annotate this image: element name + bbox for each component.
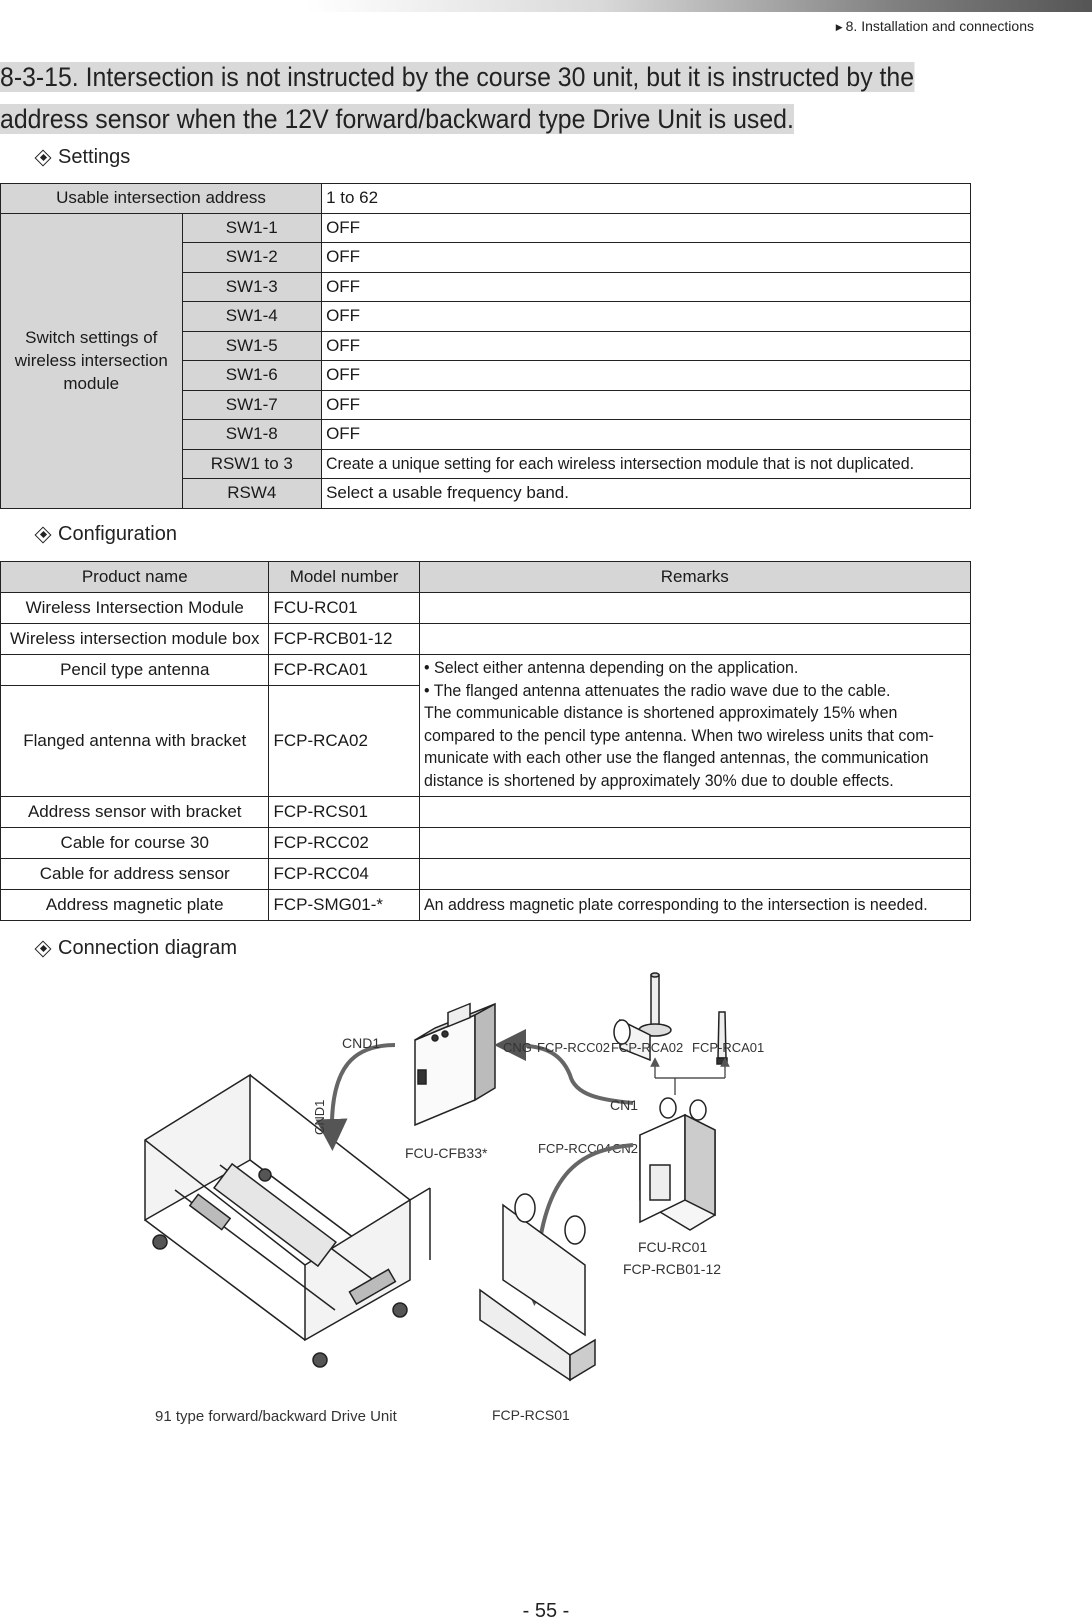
switch-name: RSW4 [182, 479, 322, 509]
diamond-bullet-icon [36, 151, 50, 165]
fcu-rc01-module-illustration [640, 1098, 715, 1230]
model-number: FCP-RCB01-12 [269, 624, 419, 655]
pencil-antenna-illustration [717, 1012, 727, 1064]
table-row [1, 593, 971, 624]
table-header-row [1, 562, 971, 593]
cn1-label: CN1 [610, 1097, 639, 1113]
page-title-text: 8-3-15. Intersection is not instructed by the course 30 unit, but it is instructed by the address sensor when the 12V forward/backward type Drive Unit is used. [0, 62, 915, 134]
header-model-number: Model number [269, 562, 419, 593]
model-number: FCP-SMG01-* [269, 890, 419, 921]
switch-value: OFF [322, 272, 971, 302]
switch-value: OFF [322, 420, 971, 450]
switch-name: RSW1 to 3 [182, 449, 322, 479]
model-number: FCU-RC01 [269, 593, 419, 624]
product-name: Wireless intersection module box [1, 624, 269, 655]
fcp-rcc04-label: FCP-RCC04 [538, 1141, 611, 1156]
switch-name: SW1-1 [182, 213, 322, 243]
connection-diagram-label: Connection diagram [58, 937, 237, 959]
switch-value: OFF [322, 361, 971, 391]
configuration-label: Configuration [58, 523, 177, 545]
antenna-remarks [419, 655, 970, 797]
switch-value [322, 449, 971, 479]
switch-name: SW1-4 [182, 302, 322, 332]
table-row [1, 797, 971, 828]
breadcrumb-text: 8. Installation and connections [845, 18, 1034, 34]
remark-line: compared to the pencil type antenna. When two wireless units that com- [423, 725, 934, 745]
remark-line: municate with each other use the flanged antennas, the communication [423, 748, 929, 767]
fcp-rca01-label: FCP-RCA01 [692, 1040, 765, 1055]
fcu-rc01-label: FCU-RC01 [638, 1239, 708, 1255]
breadcrumb [836, 18, 1034, 34]
remarks [419, 828, 970, 859]
remarks [419, 797, 970, 828]
fcp-rcc02-label: FCP-RCC02 [537, 1040, 610, 1055]
fcp-rca02-label: FCP-RCA02 [611, 1040, 684, 1055]
switch-name: SW1-2 [182, 243, 322, 273]
connection-diagram-section-title [36, 937, 237, 960]
remarks [419, 624, 970, 655]
switch-name: SW1-7 [182, 390, 322, 420]
remarks-text: An address magnetic plate corresponding to the intersection is needed. [423, 895, 928, 914]
cn2-label: CN2 [612, 1141, 639, 1156]
switch-name: SW1-3 [182, 272, 322, 302]
settings-label: Settings [58, 146, 131, 168]
switch-value: OFF [322, 390, 971, 420]
configuration-table [0, 561, 971, 921]
cng-label: CNG [503, 1040, 532, 1055]
model-number: FCP-RCA02 [269, 686, 419, 797]
switch-value: OFF [322, 243, 971, 273]
table-row [1, 859, 971, 890]
fcu-cfb33-controller-illustration [415, 1004, 495, 1125]
remark-line: The communicable distance is shortened approximately 15% when [423, 703, 898, 722]
switch-value: OFF [322, 331, 971, 361]
triangle-right-icon: ▶ [835, 22, 843, 32]
switch-name: SW1-8 [182, 420, 322, 450]
product-name: Pencil type antenna [1, 655, 269, 686]
address-sensor-illustration [480, 1194, 595, 1380]
model-number: FCP-RCC02 [269, 828, 419, 859]
switch-name: SW1-6 [182, 361, 322, 391]
remark-line: • The flanged antenna attenuates the radio wave due to the cable. [423, 680, 890, 700]
switch-settings-group-label: Switch settings of wireless intersection module [1, 213, 183, 508]
cnd1-cable-arrow [332, 1045, 395, 1135]
switch-value: OFF [322, 302, 971, 332]
diamond-bullet-icon [36, 528, 50, 542]
product-name: Flanged antenna with bracket [1, 686, 269, 797]
usable-address-label: Usable intersection address [1, 184, 322, 214]
drive-unit-label: 91 type forward/backward Drive Unit [155, 1408, 397, 1425]
table-row [1, 213, 971, 243]
configuration-section-title [36, 523, 177, 546]
connection-diagram [130, 960, 810, 1430]
fcu-cfb33-label: FCU-CFB33* [405, 1145, 488, 1161]
usable-address-value: 1 to 62 [322, 184, 971, 214]
model-number: FCP-RCA01 [269, 655, 419, 686]
table-row [1, 890, 971, 921]
remark-line: • Select either antenna depending on the application. [423, 658, 798, 677]
fcp-rcs01-label: FCP-RCS01 [492, 1407, 570, 1423]
remarks [419, 859, 970, 890]
switch-value: Select a usable frequency band. [322, 479, 971, 509]
table-row [1, 624, 971, 655]
cnd1-side-label: CND1 [312, 1099, 327, 1135]
table-row [1, 655, 971, 686]
switch-value: OFF [322, 213, 971, 243]
page-number: - 55 - [522, 1600, 570, 1622]
header-remarks: Remarks [419, 562, 970, 593]
product-name: Wireless Intersection Module [1, 593, 269, 624]
model-number: FCP-RCC04 [269, 859, 419, 890]
antenna-connector-lines [655, 1062, 725, 1095]
fcp-rcb01-label: FCP-RCB01-12 [623, 1261, 722, 1277]
product-name: Address magnetic plate [1, 890, 269, 921]
model-number: FCP-RCS01 [269, 797, 419, 828]
remarks [419, 890, 970, 921]
page-title [0, 56, 920, 140]
product-name: Address sensor with bracket [1, 797, 269, 828]
drive-unit-illustration [145, 1075, 430, 1367]
table-row [1, 828, 971, 859]
switch-value-text: Create a unique setting for each wireless intersection module that is not duplicated. [326, 453, 915, 473]
product-name: Cable for course 30 [1, 828, 269, 859]
settings-table [0, 183, 971, 509]
remark-line: distance is shortened by approximately 30% due to double effects. [423, 770, 894, 790]
remarks [419, 593, 970, 624]
product-name: Cable for address sensor [1, 859, 269, 890]
header-gradient-bar [0, 0, 1092, 12]
cnd1-top-label: CND1 [342, 1035, 381, 1051]
header-product-name: Product name [1, 562, 269, 593]
switch-name: SW1-5 [182, 331, 322, 361]
settings-section-title [36, 146, 130, 169]
diamond-bullet-icon [36, 942, 50, 956]
table-row [1, 184, 971, 214]
